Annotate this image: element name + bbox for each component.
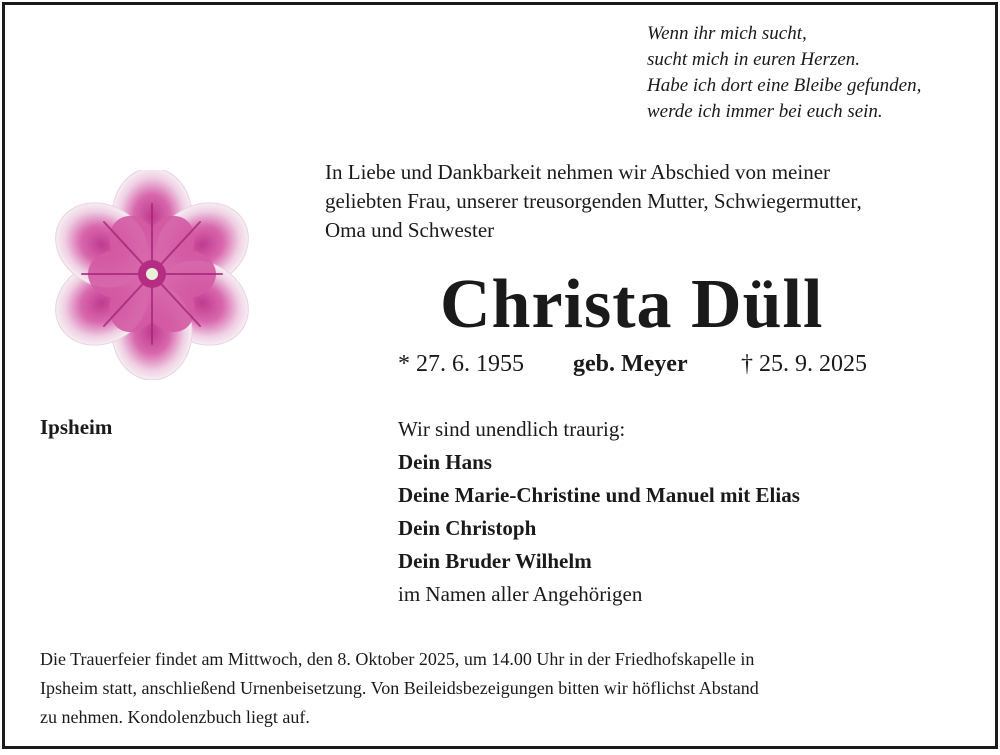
poem-line: werde ich immer bei euch sein. xyxy=(647,101,883,122)
mourner-name: Dein Hans xyxy=(398,450,492,474)
poem xyxy=(647,21,921,125)
place: Ipsheim xyxy=(40,415,113,439)
poem-line: Habe ich dort eine Bleibe gefunden, xyxy=(647,75,922,96)
poem-line: Wenn ihr mich sucht, xyxy=(647,23,807,44)
poem-line: sucht mich in euren Herzen. xyxy=(647,49,860,70)
carnation-flower-icon xyxy=(36,170,268,380)
notice-line: zu nehmen. Kondolenzbuch liegt auf. xyxy=(40,707,310,727)
mourners-list xyxy=(398,413,800,611)
birth-date: * 27. 6. 1955 xyxy=(398,351,524,377)
death-date: † 25. 9. 2025 xyxy=(741,351,867,377)
mourner-name: Dein Christoph xyxy=(398,516,537,540)
intro-line: geliebten Frau, unserer treusorgenden Mutter, Schwiegermutter, xyxy=(325,189,862,213)
maiden-name: geb. Meyer xyxy=(573,351,688,377)
intro-text xyxy=(325,158,985,245)
deceased-name: Christa Düll xyxy=(440,266,824,343)
mourners-closing: im Namen aller Angehörigen xyxy=(398,582,643,606)
mourner-name: Deine Marie-Christine und Manuel mit Elias xyxy=(398,483,800,507)
notice-line: Die Trauerfeier findet am Mittwoch, den 8. Oktober 2025, um 14.00 Uhr in der Friedhofskapelle in xyxy=(40,649,755,669)
intro-line: Oma und Schwester xyxy=(325,218,495,242)
mourner-name: Dein Bruder Wilhelm xyxy=(398,549,592,573)
notice-line: Ipsheim statt, anschließend Urnenbeisetzung. Von Beileidsbezeigungen bitten wir höflichst Abstand xyxy=(40,678,759,698)
intro-line: In Liebe und Dankbarkeit nehmen wir Abschied von meiner xyxy=(325,160,831,184)
mourners-intro: Wir sind unendlich traurig: xyxy=(398,417,626,441)
funeral-notice xyxy=(40,645,970,732)
